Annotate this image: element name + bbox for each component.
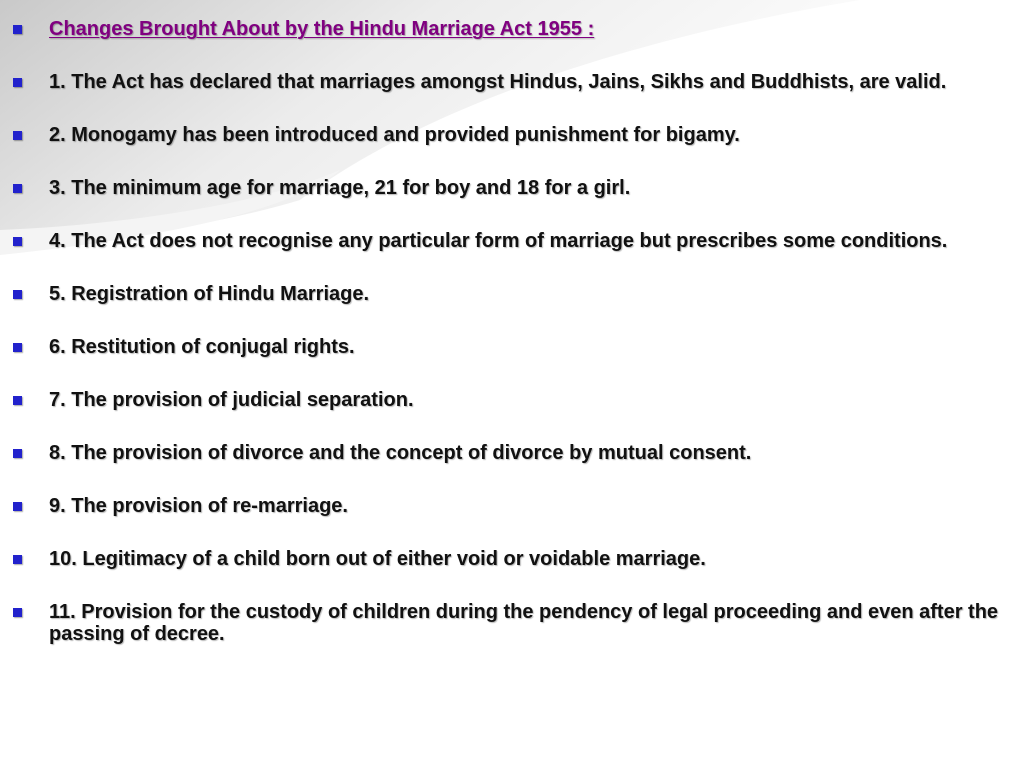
list-item	[12, 389, 1012, 411]
square-bullet-icon	[13, 608, 22, 617]
list-item-text: 2. Monogamy has been introduced and provided punishment for bigamy.	[49, 124, 740, 146]
list-item-text: 3. The minimum age for marriage, 21 for boy and 18 for a girl.	[49, 177, 631, 199]
list-item-text: 5. Registration of Hindu Marriage.	[49, 283, 370, 305]
list-item-text: 6. Restitution of conjugal rights.	[49, 336, 355, 358]
list-item	[12, 124, 1012, 146]
list-item-text: 1. The Act has declared that marriages amongst Hindus, Jains, Sikhs and Buddhists, are valid.	[49, 71, 947, 93]
list-item	[12, 495, 1012, 517]
slide-heading[interactable]: Changes Brought About by the Hindu Marriage Act 1955 :	[49, 18, 595, 40]
square-bullet-icon	[13, 502, 22, 511]
square-bullet-icon	[13, 237, 22, 246]
list-item	[12, 336, 1012, 358]
bullet-list	[12, 18, 1012, 676]
list-item	[12, 601, 1012, 645]
square-bullet-icon	[13, 78, 22, 87]
square-bullet-icon	[13, 449, 22, 458]
heading-item	[12, 18, 1012, 40]
list-item	[12, 548, 1012, 570]
list-item	[12, 71, 1012, 93]
list-item-text: 11. Provision for the custody of children during the pendency of legal proceeding and even after the passing of decree.	[49, 601, 999, 645]
square-bullet-icon	[13, 290, 22, 299]
square-bullet-icon	[13, 555, 22, 564]
square-bullet-icon	[13, 396, 22, 405]
square-bullet-icon	[13, 25, 22, 34]
square-bullet-icon	[13, 184, 22, 193]
list-item-text: 4. The Act does not recognise any particular form of marriage but prescribes some conditions.	[49, 230, 948, 252]
list-item	[12, 442, 1012, 464]
list-item-text: 7. The provision of judicial separation.	[49, 389, 414, 411]
square-bullet-icon	[13, 131, 22, 140]
list-item	[12, 230, 1012, 252]
list-item	[12, 283, 1012, 305]
list-item	[12, 177, 1012, 199]
list-item-text: 8. The provision of divorce and the concept of divorce by mutual consent.	[49, 442, 752, 464]
list-item-text: 9. The provision of re-marriage.	[49, 495, 348, 517]
square-bullet-icon	[13, 343, 22, 352]
list-item-text: 10. Legitimacy of a child born out of either void or voidable marriage.	[49, 548, 706, 570]
